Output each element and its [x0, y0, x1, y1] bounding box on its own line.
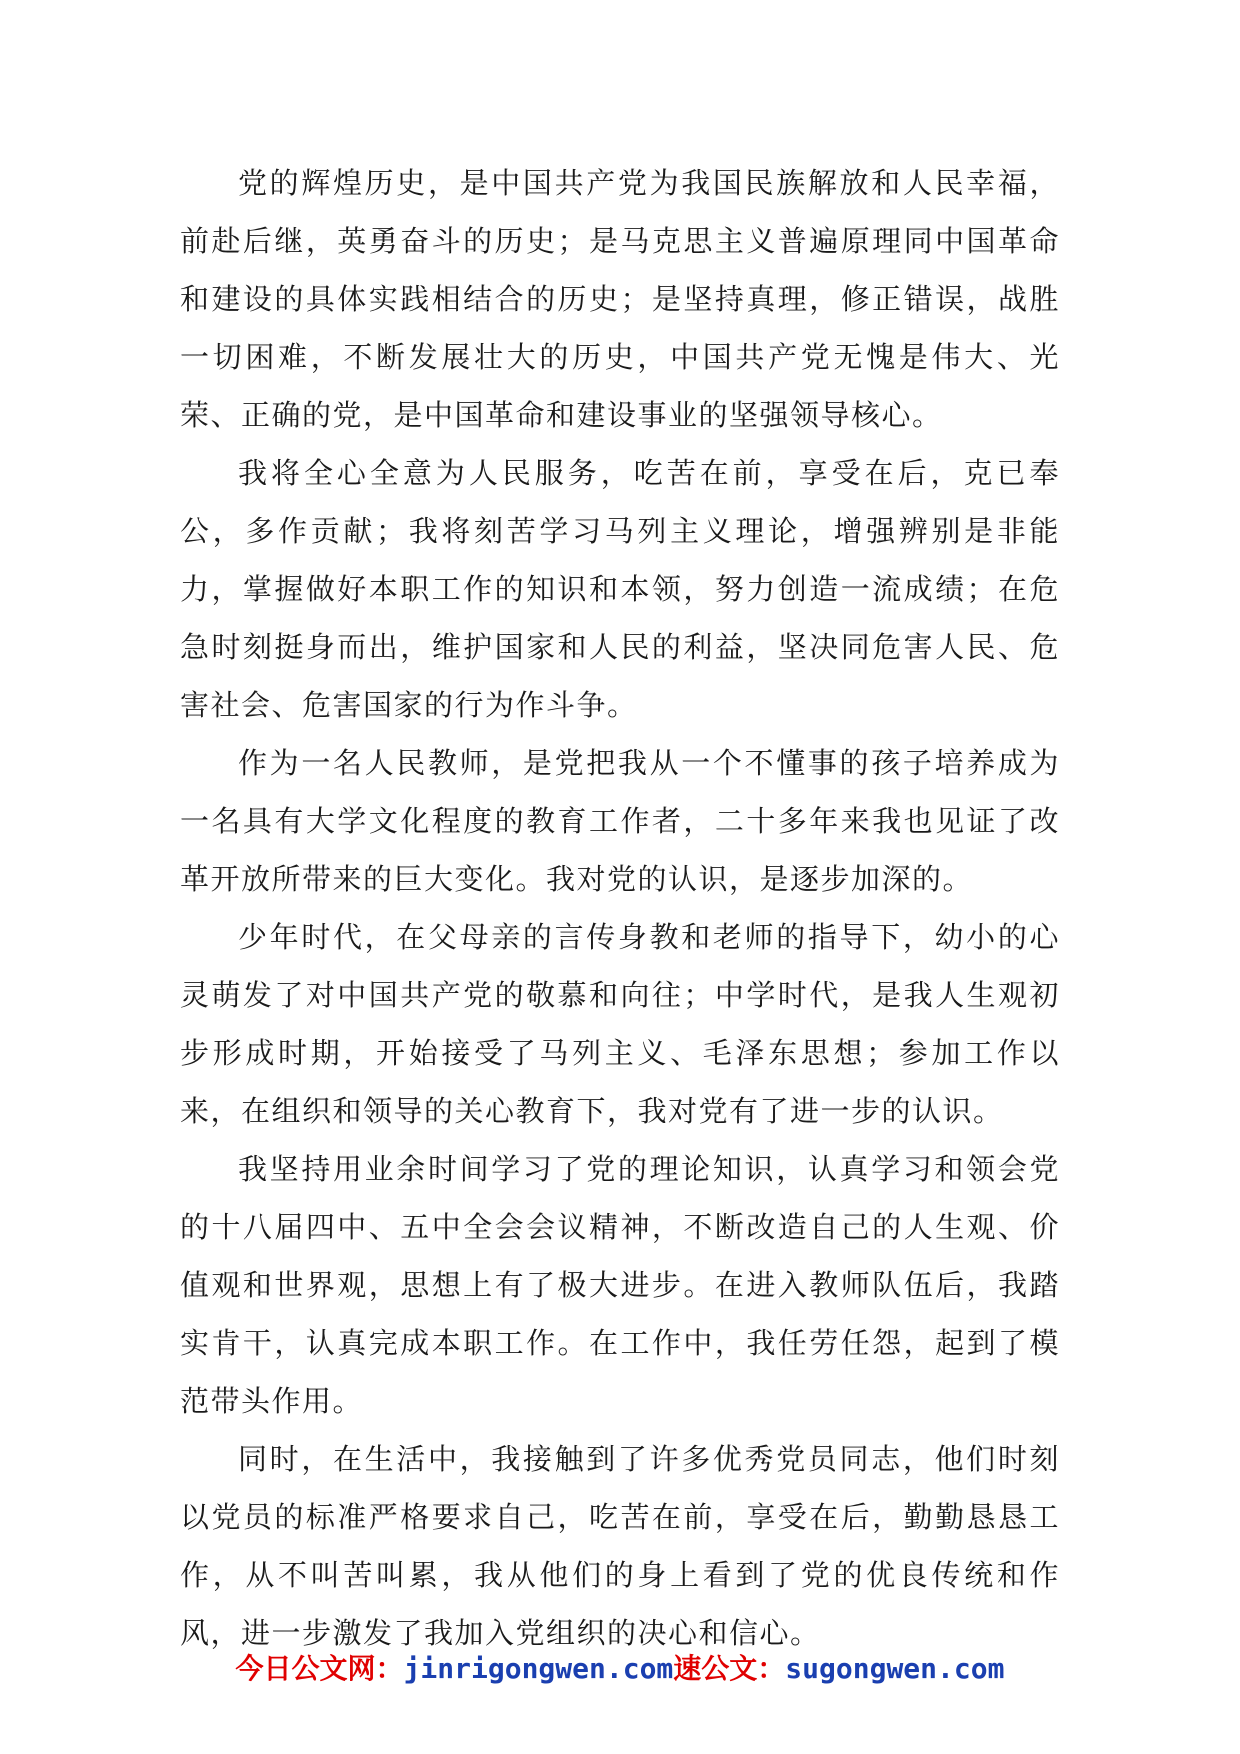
- footer-watermark: [0, 1647, 1240, 1687]
- paragraph-1: 党的辉煌历史，是中国共产党为我国民族解放和人民幸福，前赴后继，英勇奋斗的历史；是马克思主义普遍原理同中国革命和建设的具体实践相结合的历史；是坚持真理，修正错误，战胜一切困难，不断发展壮大的历史，中国共产党无愧是伟大、光荣、正确的党，是中国革命和建设事业的坚强领导核心。: [180, 166, 1060, 432]
- paragraph-5: 我坚持用业余时间学习了党的理论知识，认真学习和领会党的十八届四中、五中全会会议精神，不断改造自己的人生观、价值观和世界观，思想上有了极大进步。在进入教师队伍后，我踏实肯干，认真完成本职工作。在工作中，我任劳任怨，起到了模范带头作用。: [180, 1152, 1060, 1418]
- footer-site1-link[interactable]: jinrigongwen.com: [403, 1652, 674, 1685]
- document-body: [180, 154, 1060, 1662]
- paragraph-2: 我将全心全意为人民服务，吃苦在前，享受在后，克已奉公，多作贡献；我将刻苦学习马列主义理论，增强辨别是非能力，掌握做好本职工作的知识和本领，努力创造一流成绩；在危急时刻挺身而出，维护国家和人民的利益，坚决同危害人民、危害社会、危害国家的行为作斗争。: [180, 456, 1060, 722]
- paragraph-3: 作为一名人民教师，是党把我从一个不懂事的孩子培养成为一名具有大学文化程度的教育工作者，二十多年来我也见证了改革开放所带来的巨大变化。我对党的认识，是逐步加深的。: [180, 746, 1060, 896]
- footer-site1-name: 今日公文网：: [235, 1652, 404, 1685]
- paragraph-6: 同时，在生活中，我接触到了许多优秀党员同志，他们时刻以党员的标准严格要求自己，吃苦在前，享受在后，勤勤恳恳工作，从不叫苦叫累，我从他们的身上看到了党的优良传统和作风，进一步激发了我加入党组织的决心和信心。: [180, 1442, 1060, 1650]
- footer-site2-name: 速公文：: [673, 1652, 786, 1685]
- paragraph-4: 少年时代，在父母亲的言传身教和老师的指导下，幼小的心灵萌发了对中国共产党的敬慕和向往；中学时代，是我人生观初步形成时期，开始接受了马列主义、毛泽东思想；参加工作以来，在组织和领导的关心教育下，我对党有了进一步的认识。: [180, 920, 1060, 1128]
- footer-site2-link[interactable]: sugongwen.com: [785, 1652, 1005, 1685]
